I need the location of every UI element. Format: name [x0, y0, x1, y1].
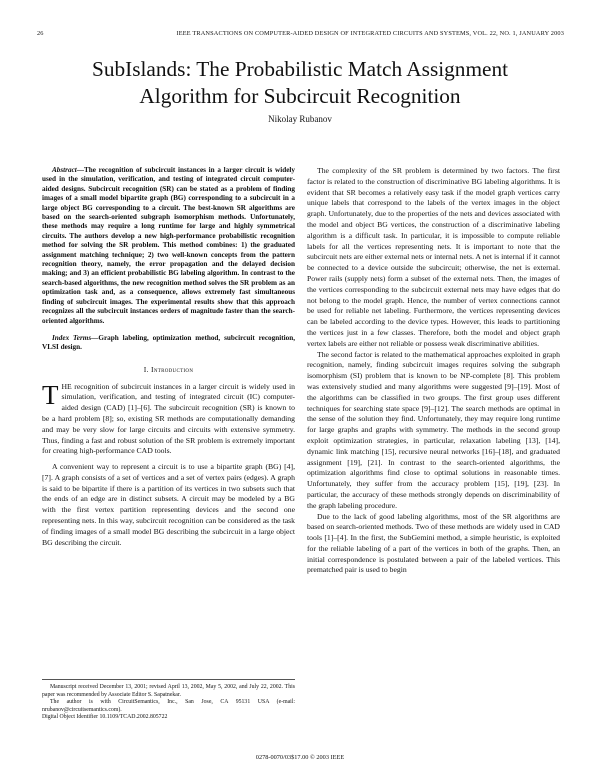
index-terms	[42, 334, 295, 353]
abstract-lead: Abstract	[52, 166, 77, 174]
footnote-affiliation: The author is with CircuitSemantics, Inc., San Jose, CA 95131 USA (e-mail: nrubanov@circuitsemantics.com).	[42, 699, 295, 713]
left-column	[42, 166, 295, 548]
copyright-footer: 0278-0070/03$17.00 © 2003 IEEE	[255, 754, 345, 761]
page-number: 26	[37, 30, 44, 37]
body-paragraph-1: The complexity of the SR problem is determined by two factors. The first factor is related to the construction of discriminative BG labeling algorithms. It is evident that SR becomes a relatively easy task if the model graph vertices carry unique labels that correspond to the labels of the vertex images in the object graph. Unfortunately, due to the properties of the nets and devices associated with the model and object BG vertices, the construction of a discriminative labeling algorithm is a difficult task. In particular, it is impossible to compute reliable labels for all the vertices representing nets. It is important to note that the subcircuit nets are either external nets or internal nets. A net is internal if it cannot be connected to a device outside the subcircuit; otherwise, the net is external. Power rails (supply nets) form a subset of the external nets. Then, the images of the vertices corresponding to the subcircuit external nets may have edges that do not belong to the model graph. Hence, the number of vertex connections cannot be used for reliable net labeling. Furthermore, the vertices representing devices can be labeled according to the device types. However, this leads to partitioning the vertices just in a few classes. Therefore, both the model and object graph vertex labels are either not reliable or possess weak discriminative abilities.	[307, 166, 560, 348]
running-title: IEEE TRANSACTIONS ON COMPUTER-AIDED DESIGN OF INTEGRATED CIRCUITS AND SYSTEMS, VOL. 22, NO. 1, JANUARY 2003	[176, 30, 564, 37]
abstract-text: —The recognition of subcircuit instances in a larger circuit is widely used in the simulation, verification, and testing of integrated circuit computer-aided designs. Subcircuit recognition (SR) can be stated as a problem of finding images of a small model bipartite graph (BG) corresponding to a subcircuit in a large object BG corresponding to a circuit. The best-known SR algorithms are based on the search-oriented subgraph isomorphism methods. Unfortunately, these methods may require a long runtime for large and highly symmetrical circuits. The authors develop a new high-performance probabilistic recognition method for solving the SR problem. This method combines: 1) the graduated assignment matching technique; 2) two well-known concepts from the pattern recognition theory, namely, the error propagation and the delayed decision making; and 3) an efficient probabilistic BG labeling algorithm. In contrast to the search-based algorithms, the new recognition method solves the SR problem as an optimization task and, as a consequence, allows extremely fast simultaneous finding of subcircuit images. The experimental results show that this approach recognizes all the subcircuit instances orders of magnitude faster than the search-oriented algorithms.	[42, 166, 295, 325]
right-column	[307, 166, 560, 576]
paper-title-line-2: Algorithm for Subcircuit Recognition	[139, 84, 461, 108]
index-terms-lead: Index Terms	[52, 333, 92, 342]
abstract	[42, 166, 295, 326]
intro-paragraph-1	[42, 379, 295, 458]
section-heading-introduction: I. Introduction	[143, 364, 194, 374]
footnote-manuscript: Manuscript received December 13, 2001; revised April 13, 2002, May 5, 2002, and July 22, 2002. This paper was recommended by Associate Editor S. Sapatnekar.	[42, 684, 295, 698]
footnotes	[42, 679, 295, 722]
author-name: Nikolay Rubanov	[268, 114, 332, 124]
footnote-doi: Digital Object Identifier 10.1109/TCAD.2002.805722	[42, 714, 168, 721]
running-header	[37, 30, 564, 42]
intro-paragraph-2: A convenient way to represent a circuit is to use a bipartite graph (BG) [4], [7]. A graph consists of a set of vertices and a set of vertex pairs (edges). A graph is said to be bipartite if there is a partition of its vertices in two subsets such that the ends of an edge are in distinct subsets. A circuit may be modeled by a BG with the first vertex partition representing devices and the second one representing nets. In this way, subcircuit recognition can be considered as the task of finding images of a small model BG describing the subcircuit in a large object BG describing the circuit.	[42, 462, 295, 547]
intro-paragraph-1-text: HE recognition of subcircuit instances in a larger circuit is widely used in simulation, verification, and testing of integrated circuit (IC) computer-aided design (CAD) [1]–[6]. The subcircuit recognition (SR) is known to be a hard problem [8]; so, existing SR methods are computationally demanding and may be very slow for large circuits and circuits with extensive symmetry. Thus, finding a fast and robust solution of the SR problem is extremely important for creating high-performance CAD tools.	[42, 381, 295, 456]
index-terms-text: —Graph labeling, optimization method, subcircuit recognition, VLSI design.	[42, 333, 296, 352]
drop-cap: T	[42, 379, 59, 410]
paper-title	[0, 56, 600, 110]
paper-title-line-1: SubIslands: The Probabilistic Match Assignment	[91, 57, 509, 81]
body-paragraph-2: The second factor is related to the mathematical approaches exploited in graph recognition, namely, finding subcircuit images requires solving the subgraph isomorphism (SI) problem that is known to be NP-complete [8]. This problem was extensively studied and many algorithms were suggested [9]–[19]. Most of the algorithms can be classified in two groups. The first group uses different techniques for searching state space [9]–[12]. The search methods are optimal in the sense of the solution they find. Unfortunately, they may require long runtime for large graphs and graphs with symmetry. The methods in the second group exploit optimization strategies, in particular, relaxation labeling [13], [14], dynamic link matching [15], recursive neural networks [16]–[18], and graduated assignment [19], [21]. In contrast to the search-oriented algorithms, the optimization algorithms find close to optimal solutions in reasonable times. Unfortunately, they suffer from the accuracy problem [15], [19], [23]. In particular, the accuracy of these methods strongly depends on discriminability of the graph labeling procedure.	[307, 349, 560, 510]
body-paragraph-3: Due to the lack of good labeling algorithms, most of the SR algorithms are based on search-oriented methods. Two of these methods are widely used in CAD tools [1]–[4]. In the first, the SubGemini method, a simple heuristic, is exploited for the reliable labeling of a part of the vertices in both of the graphs. Then, an initial correspondence is postulated between a pair of the labeled vertices. This prematched pair is used to begin	[307, 511, 560, 575]
